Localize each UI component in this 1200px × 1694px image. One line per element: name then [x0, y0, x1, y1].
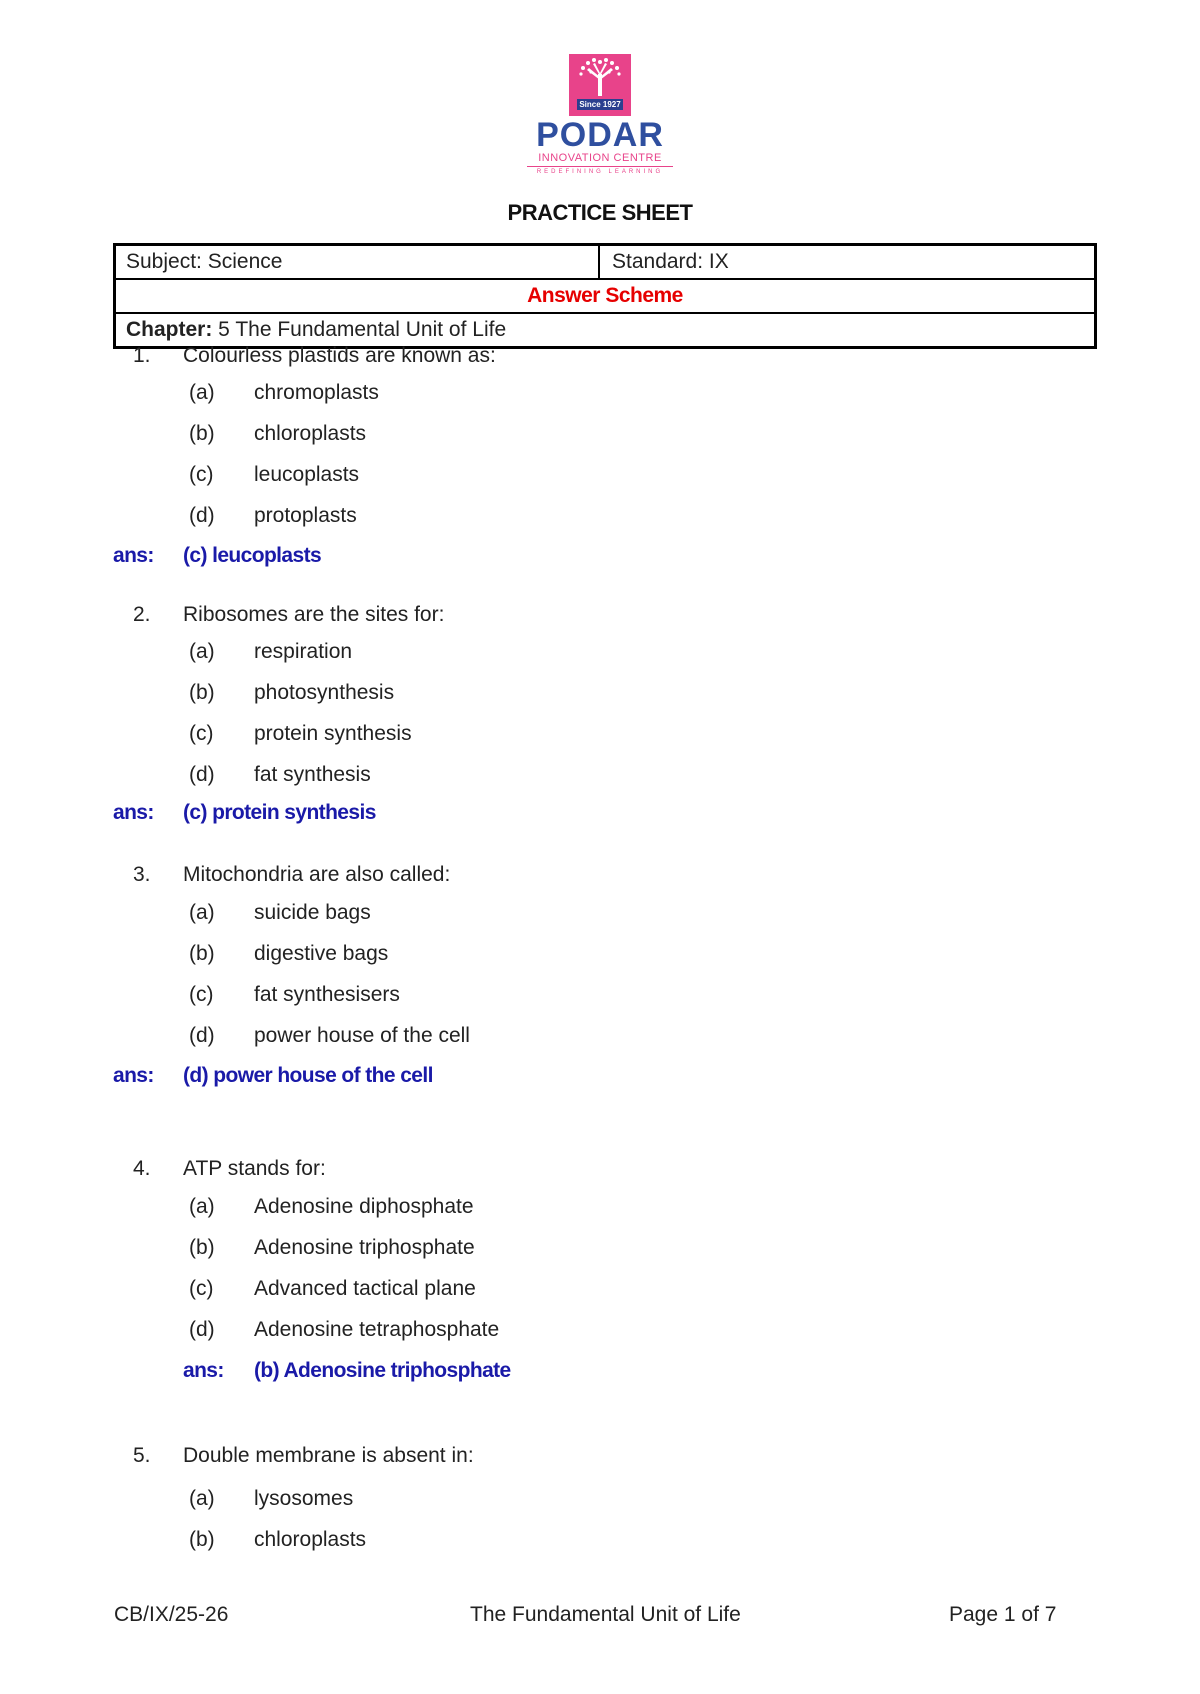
subject-cell: Subject: Science [116, 246, 600, 278]
option-label: (a) [189, 1195, 215, 1218]
option-label: (a) [189, 901, 215, 924]
question-number: 1. [133, 344, 151, 367]
option-label: (c) [189, 1277, 214, 1300]
option-label: (c) [189, 722, 214, 745]
option-label: (d) [189, 763, 215, 786]
option-text: Adenosine tetraphosphate [254, 1318, 500, 1341]
option-label: (c) [189, 983, 214, 1006]
header-row-subject [116, 246, 1094, 280]
footer-page-number: Page 1 of 7 [949, 1603, 1057, 1626]
option-label: (c) [189, 463, 214, 486]
answer-text: (b) Adenosine triphosphate [254, 1359, 511, 1382]
option-text: Adenosine triphosphate [254, 1236, 475, 1259]
option-label: (b) [189, 1528, 215, 1551]
question-number: 3. [133, 863, 151, 886]
question-text: ATP stands for: [183, 1157, 326, 1180]
answer-text: (d) power house of the cell [183, 1064, 433, 1087]
header-table [113, 243, 1097, 349]
logo-since-text: Since 1927 [577, 99, 623, 110]
option-label: (d) [189, 1024, 215, 1047]
option-text: power house of the cell [254, 1024, 470, 1047]
option-text: fat synthesis [254, 763, 371, 786]
sheet-title: PRACTICE SHEET [507, 200, 693, 225]
option-text: protein synthesis [254, 722, 412, 745]
option-label: (a) [189, 640, 215, 663]
answer-text: (c) protein synthesis [183, 801, 376, 824]
question-text: Double membrane is absent in: [183, 1444, 474, 1467]
option-text: protoplasts [254, 504, 357, 527]
logo-divider [527, 166, 673, 167]
option-text: chloroplasts [254, 1528, 367, 1551]
answer-label: ans: [183, 1359, 224, 1382]
option-text: Adenosine diphosphate [254, 1195, 474, 1218]
option-label: (a) [189, 381, 215, 404]
podar-logo [520, 54, 680, 177]
header-row-chapter [116, 314, 1094, 346]
option-text: leucoplasts [254, 463, 360, 486]
tree-logo-icon [569, 54, 631, 116]
option-text: lysosomes [254, 1487, 354, 1510]
question-number: 4. [133, 1157, 151, 1180]
option-label: (d) [189, 1318, 215, 1341]
question-number: 5. [133, 1444, 151, 1467]
answer-label: ans: [113, 801, 154, 824]
option-text: respiration [254, 640, 353, 663]
logo-tagline: REDEFINING LEARNING [536, 169, 664, 175]
footer-code: CB/IX/25-26 [114, 1603, 229, 1626]
option-label: (b) [189, 942, 215, 965]
option-text: photosynthesis [254, 681, 395, 704]
option-label: (b) [189, 681, 215, 704]
question-text: Colourless plastids are known as: [183, 344, 496, 367]
question-text: Mitochondria are also called: [183, 863, 451, 886]
chapter-value: 5 The Fundamental Unit of Life [212, 318, 507, 341]
option-text: chromoplasts [254, 381, 379, 404]
answer-scheme-label: Answer Scheme [527, 284, 683, 307]
question-text: Ribosomes are the sites for: [183, 603, 445, 626]
answer-label: ans: [113, 1064, 154, 1087]
answer-label: ans: [113, 544, 154, 567]
option-text: suicide bags [254, 901, 371, 924]
logo-brand-text: PODAR [536, 116, 664, 154]
standard-cell: Standard: IX [612, 250, 729, 273]
question-number: 2. [133, 603, 151, 626]
answer-text: (c) leucoplasts [183, 544, 322, 567]
option-label: (b) [189, 1236, 215, 1259]
option-text: Advanced tactical plane [254, 1277, 476, 1300]
option-label: (d) [189, 504, 215, 527]
option-label: (a) [189, 1487, 215, 1510]
footer-title: The Fundamental Unit of Life [470, 1603, 741, 1626]
chapter-label: Chapter: [126, 318, 213, 341]
header-row-scheme [116, 280, 1094, 314]
option-text: chloroplasts [254, 422, 367, 445]
logo-sub-text: INNOVATION CENTRE [538, 152, 662, 164]
option-text: digestive bags [254, 942, 389, 965]
option-label: (b) [189, 422, 215, 445]
option-text: fat synthesisers [254, 983, 400, 1006]
